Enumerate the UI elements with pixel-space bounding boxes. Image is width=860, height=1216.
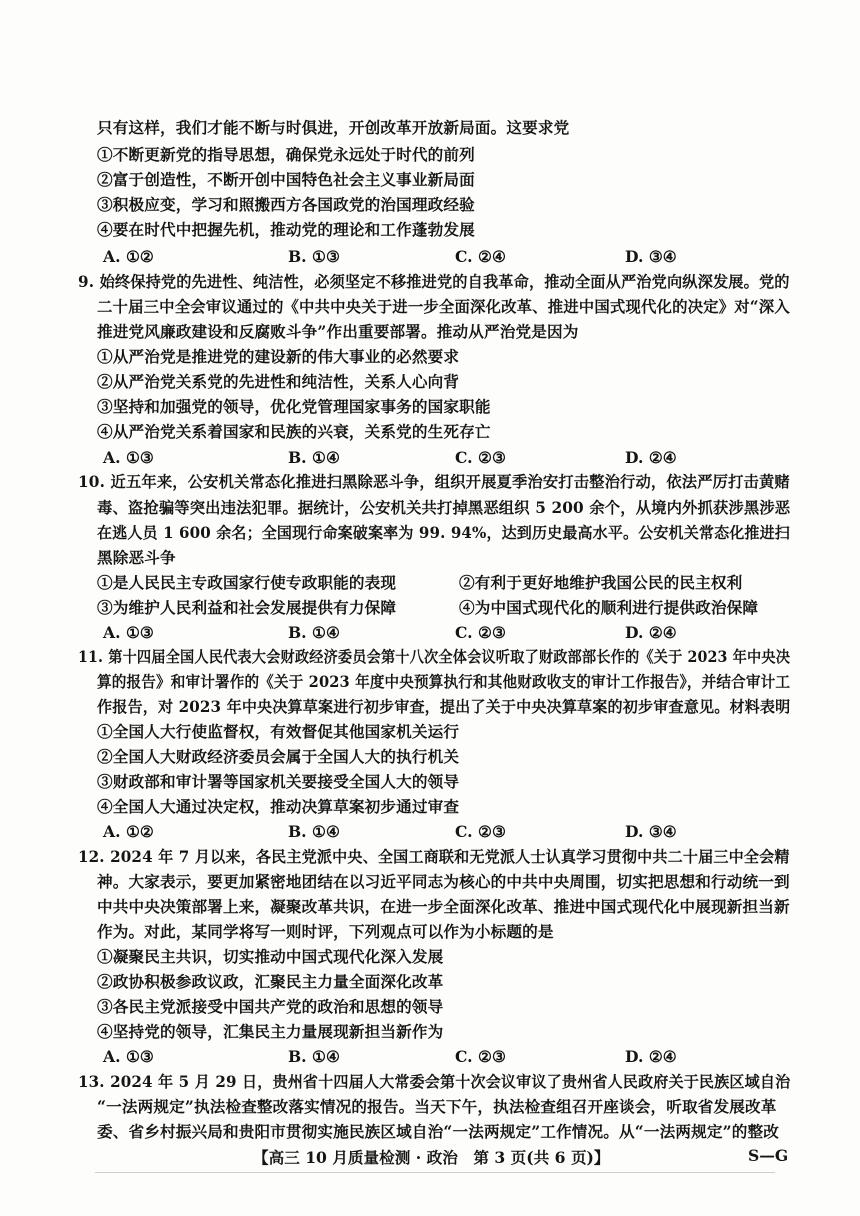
q9-item-4: ④从严治党关系着国家和民族的兴衰，关系党的生死存亡: [97, 422, 491, 441]
q12-option-d: D. ②④: [625, 1047, 677, 1066]
q12-item-3: ③各民主党派接受中国共产党的政治和思想的领导: [97, 997, 444, 1016]
q9-option-b: B. ①④: [288, 448, 340, 467]
q11-item-4: ④全国人大通过决定权，推动决算草案初步通过审查: [97, 797, 460, 816]
q10-option-c: C. ②③: [455, 623, 506, 642]
q12-stem-line-3: 中共中央决策部署上来，凝聚改革共识，在进一步全面深化改革、推进中国式现代化中展现新担当新: [97, 897, 790, 916]
q12-stem-line-4: 作为。对此，某同学将写一则时评，下列观点可以作为小标题的是: [97, 922, 554, 941]
q11-option-c: C. ②③: [455, 822, 506, 841]
q9-option-d: D. ②④: [625, 448, 677, 467]
q13-stem-line-2: “一法两规定”执法检查整改落实情况的报告。当天下午，执法检查组召开座谈会，听取省发展改革: [97, 1097, 777, 1116]
q10-stem-line-1: 10. 近五年来，公安机关常态化推进扫黑除恶斗争，组织开展夏季治安打击整治行动，依法严厉打击黄赌: [78, 472, 790, 491]
q11-stem-line-2: 算的报告》和审计署作的《关于 2023 年度中央预算执行和其他财政收支的审计工作报告》，并结合审计工: [97, 672, 791, 691]
q11-item-1: ①全国人大行使监督权，有效督促其他国家机关运行: [97, 722, 460, 741]
q11-item-2: ②全国人大财政经济委员会属于全国人大的执行机关: [97, 747, 460, 766]
paper-code: S—G: [748, 1146, 789, 1165]
q9-option-c: C. ②③: [455, 448, 506, 467]
q11-option-b: B. ①④: [288, 822, 340, 841]
q12-option-c: C. ②③: [455, 1047, 506, 1066]
page-footer: 【高三 10 月质量检测 · 政治 第 3 页(共 6 页)】: [253, 1148, 610, 1167]
q8-option-b: B. ①③: [288, 247, 340, 266]
q11-stem-line-1: 11. 第十四届全国人民代表大会财政经济委员会第十八次全体会议听取了财政部部长作的《关于 2023 年中央决: [78, 647, 791, 666]
q8-option-a: A. ①②: [103, 247, 154, 266]
q8-item-1: ①不断更新党的指导思想，确保党永远处于时代的前列: [97, 145, 475, 164]
q8-stem-tail: 只有这样，我们才能不断与时俱进，开创改革开放新局面。这要求党: [97, 118, 570, 137]
q9-stem-line-3: 推进党风廉政建设和反腐败斗争”作出重要部署。推动从严治党是因为: [97, 322, 579, 341]
q13-stem-line-1: 13. 2024 年 5 月 29 日，贵州省十四届人大常委会第十次会议审议了贵州省人民政府关于民族区域自治: [78, 1072, 791, 1091]
q13-stem-line-3: 委、省乡村振兴局和贵阳市贯彻实施民族区域自治“一法两规定”工作情况。从“一法两规定”的整改: [97, 1122, 779, 1141]
q10-item-2: ②有利于更好地维护我国公民的民主权利: [459, 573, 743, 592]
q9-stem-line-2: 二十届三中全会审议通过的《中共中央关于进一步全面深化改革、推进中国式现代化的决定》对“深入: [97, 297, 790, 316]
q12-item-1: ①凝聚民主共识，切实推动中国式现代化深入发展: [97, 947, 444, 966]
q10-stem-line-3: 在逃人员 1 600 余名；全国现行命案破案率为 99. 94%，达到历史最高水平。公安机关常态化推进扫: [97, 523, 790, 542]
q8-item-2: ②富于创造性，不断开创中国特色社会主义事业新局面: [97, 170, 475, 189]
q12-stem-line-1: 12. 2024 年 7 月以来，各民主党派中央、全国工商联和无党派人士认真学习贯彻中共二十届三中全会精: [78, 847, 790, 866]
footer-divider: [95, 1172, 775, 1173]
q8-item-3: ③积极应变，学习和照搬西方各国政党的治国理政经验: [97, 195, 475, 214]
q10-stem-line-2: 毒、盗抢骗等突出违法犯罪。据统计，公安机关共打掉黑恶组织 5 200 余个，从境内外抓获涉黑涉恶: [97, 498, 791, 517]
q8-option-d: D. ③④: [625, 247, 677, 266]
q9-stem-line-1: 9. 始终保持党的先进性、纯洁性，必须坚定不移推进党的自我革命，推动全面从严治党向纵深发展。党的: [78, 272, 790, 291]
q10-item-4: ④为中国式现代化的顺利进行提供政治保障: [459, 598, 759, 617]
q10-option-d: D. ②④: [625, 623, 677, 642]
q9-item-3: ③坚持和加强党的领导，优化党管理国家事务的国家职能: [97, 397, 491, 416]
q10-item-3: ③为维护人民利益和社会发展提供有力保障: [97, 598, 397, 617]
q12-option-a: A. ①③: [103, 1047, 154, 1066]
q9-option-a: A. ①③: [103, 448, 154, 467]
q10-option-a: A. ①③: [103, 623, 154, 642]
q10-option-b: B. ①④: [288, 623, 340, 642]
q11-stem-line-3: 作报告，对 2023 年中央决算草案进行初步审查，提出了关于中央决算草案的初步审查意见。材料表明: [97, 697, 791, 716]
q12-option-b: B. ①④: [288, 1047, 340, 1066]
q12-item-2: ②政协积极参政议政，汇聚民主力量全面深化改革: [97, 972, 444, 991]
q12-stem-line-2: 神。大家表示，要更加紧密地团结在以习近平同志为核心的中共中央周围，切实把思想和行动统一到: [97, 872, 790, 891]
q11-option-d: D. ③④: [625, 822, 677, 841]
q10-stem-line-4: 黑除恶斗争: [97, 548, 176, 567]
q11-item-3: ③财政部和审计署等国家机关要接受全国人大的领导: [97, 772, 460, 791]
q9-item-2: ②从严治党关系党的先进性和纯洁性，关系人心向背: [97, 372, 460, 391]
q9-item-1: ①从严治党是推进党的建设新的伟大事业的必然要求: [97, 347, 460, 366]
q12-item-4: ④坚持党的领导，汇集民主力量展现新担当新作为: [97, 1022, 444, 1041]
q11-option-a: A. ①②: [103, 822, 154, 841]
q8-item-4: ④要在时代中把握先机，推动党的理论和工作蓬勃发展: [97, 220, 475, 239]
q8-option-c: C. ②④: [455, 247, 506, 266]
q10-item-1: ①是人民民主专政国家行使专政职能的表现: [97, 573, 397, 592]
